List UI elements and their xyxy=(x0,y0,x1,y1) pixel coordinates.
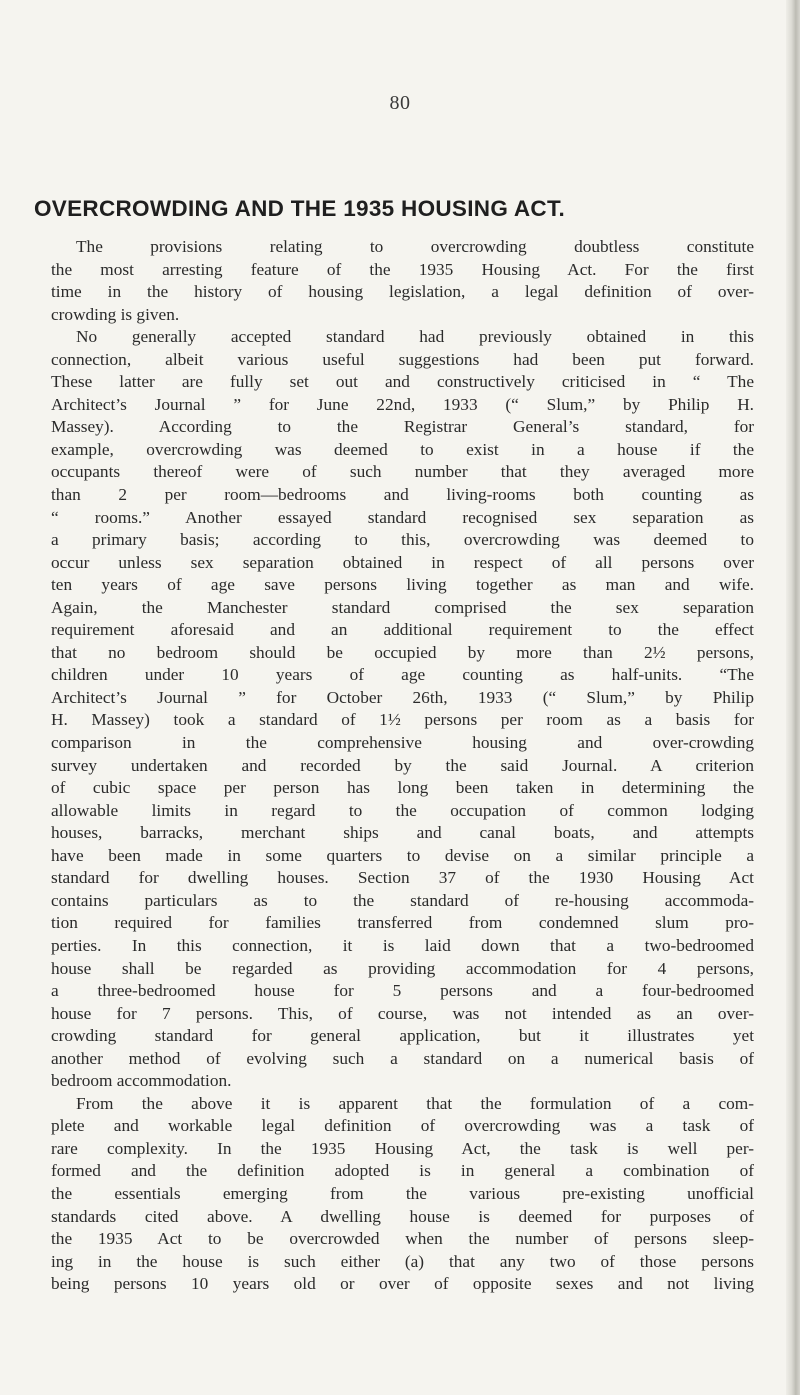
text-line: formed and the definition adopted is in general a combination of xyxy=(51,1161,754,1181)
text-line: comparison in the comprehensive housing and over-crowding xyxy=(51,733,754,753)
text-line: being persons 10 years old or over of opposite sexes and not living xyxy=(51,1274,754,1294)
text-line: Again, the Manchester standard comprised the sex separation xyxy=(51,597,754,617)
text-line: a three-bedroomed house for 5 persons and a four-bedroomed xyxy=(51,981,754,1001)
text-line: the 1935 Act to be overcrowded when the number of persons sleep- xyxy=(51,1229,754,1249)
text-line: survey undertaken and recorded by the said Journal. A criterion xyxy=(51,755,754,775)
text-line: The provisions relating to overcrowding doubtless constitute xyxy=(76,237,754,256)
text-line: crowding is given. xyxy=(51,304,180,324)
text-line: From the above it is apparent that the formulation of a com- xyxy=(76,1093,754,1113)
text-line: tion required for families transferred from condemned slum pro- xyxy=(51,913,754,933)
text-line: that no bedroom should be occupied by more than 2½ persons, xyxy=(51,642,754,662)
text-line: standards cited above. A dwelling house is deemed for purposes of xyxy=(51,1206,754,1226)
text-line: houses, barracks, merchant ships and canal boats, and attempts xyxy=(51,823,754,843)
body-text xyxy=(51,236,754,1296)
text-line: crowding standard for general application, but it illustrates yet xyxy=(51,1026,754,1046)
text-line: children under 10 years of age counting as half-units. “The xyxy=(51,665,754,685)
text-line: house shall be regarded as providing accommodation for 4 persons, xyxy=(51,958,754,978)
text-line: Architect’s Journal ” for October 26th, 1933 (“ Slum,” by Philip xyxy=(51,687,754,707)
text-line: a primary basis; according to this, overcrowding was deemed to xyxy=(51,530,754,550)
text-line: “ rooms.” Another essayed standard recognised sex separation as xyxy=(51,507,754,527)
text-line: rare complexity. In the 1935 Housing Act, the task is well per- xyxy=(51,1138,754,1158)
text-line: ing in the house is such either (a) that any two of those persons xyxy=(51,1251,754,1271)
text-line: the most arresting feature of the 1935 Housing Act. For the first xyxy=(51,259,754,279)
text-line: connection, albeit various useful suggestions had been put forward. xyxy=(51,349,754,369)
paragraph xyxy=(51,326,754,1093)
text-line: another method of evolving such a standard on a numerical basis of xyxy=(51,1048,754,1068)
text-line: occupants thereof were of such number that they averaged more xyxy=(51,462,754,482)
text-line: have been made in some quarters to devise on a similar principle a xyxy=(51,845,754,865)
text-line: No generally accepted standard had previously obtained in this xyxy=(76,327,754,347)
paragraph xyxy=(51,236,754,326)
text-line: occur unless sex separation obtained in respect of all persons over xyxy=(51,552,754,572)
text-line: Massey). According to the Registrar General’s standard, for xyxy=(51,417,754,437)
text-line: requirement aforesaid and an additional requirement to the effect xyxy=(51,620,754,640)
paragraph xyxy=(51,1093,754,1296)
text-line: Architect’s Journal ” for June 22nd, 1933 (“ Slum,” by Philip H. xyxy=(51,394,754,414)
text-line: plete and workable legal definition of overcrowding was a task of xyxy=(51,1116,754,1136)
text-line: of cubic space per person has long been taken in determining the xyxy=(51,778,754,798)
text-line: house for 7 persons. This, of course, was not intended as an over- xyxy=(51,1003,754,1023)
text-line: than 2 per room—bedrooms and living-rooms both counting as xyxy=(51,485,754,505)
text-line: time in the history of housing legislation, a legal definition of over- xyxy=(51,282,754,302)
text-line: standard for dwelling houses. Section 37 of the 1930 Housing Act xyxy=(51,868,754,888)
text-line: perties. In this connection, it is laid down that a two-bedroomed xyxy=(51,935,754,955)
text-line: ten years of age save persons living together as man and wife. xyxy=(51,575,754,595)
text-line: allowable limits in regard to the occupation of common lodging xyxy=(51,800,754,820)
text-line: contains particulars as to the standard of re-housing accommoda- xyxy=(51,890,754,910)
page-number: 80 xyxy=(389,92,411,114)
text-line: H. Massey) took a standard of 1½ persons per room as a basis for xyxy=(51,710,754,730)
text-line: bedroom accommodation. xyxy=(51,1071,232,1091)
page-edge-shadow xyxy=(786,0,800,1395)
section-heading: OVERCROWDING AND THE 1935 HOUSING ACT. xyxy=(34,196,566,221)
text-line: the essentials emerging from the various pre-existing unofficial xyxy=(51,1183,754,1203)
text-line: example, overcrowding was deemed to exist in a house if the xyxy=(51,439,754,459)
text-line: These latter are fully set out and constructively criticised in “ The xyxy=(51,372,754,392)
